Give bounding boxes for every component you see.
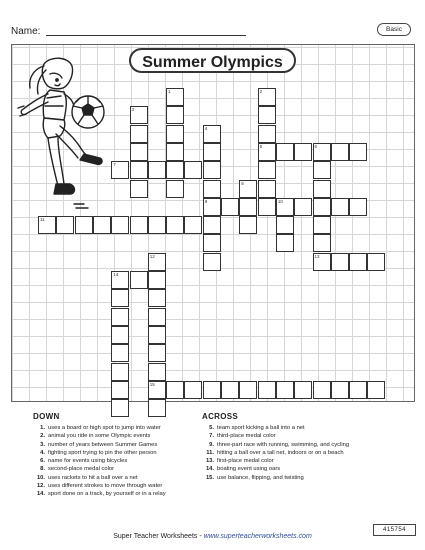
crossword-cell[interactable] bbox=[203, 216, 221, 234]
crossword-cell[interactable] bbox=[239, 180, 257, 198]
clue-item bbox=[33, 432, 166, 440]
crossword-cell[interactable] bbox=[313, 198, 331, 216]
clue-text: animal you ride in some Olympic events bbox=[48, 433, 151, 440]
crossword-cell[interactable] bbox=[294, 198, 312, 216]
cell-number: 13 bbox=[314, 253, 320, 259]
clue-item bbox=[33, 474, 166, 482]
down-clue-list bbox=[33, 424, 166, 499]
clue-number: 11. bbox=[206, 449, 214, 456]
down-clues-section bbox=[33, 412, 166, 499]
cell-number: 6 bbox=[314, 143, 318, 149]
clue-number: 8. bbox=[40, 466, 45, 473]
crossword-cell[interactable] bbox=[166, 161, 184, 179]
crossword-cell[interactable] bbox=[258, 381, 276, 399]
crossword-cell[interactable] bbox=[75, 216, 93, 234]
clue-item bbox=[33, 449, 166, 457]
crossword-cell[interactable] bbox=[258, 180, 276, 198]
crossword-cell[interactable] bbox=[148, 289, 166, 307]
cell-number: 4 bbox=[204, 125, 208, 131]
crossword-cell[interactable] bbox=[276, 198, 294, 216]
crossword-cell[interactable] bbox=[111, 344, 129, 362]
crossword-cell[interactable] bbox=[221, 198, 239, 216]
clue-number: 3. bbox=[40, 441, 45, 448]
cell-number: 10 bbox=[277, 198, 283, 204]
across-heading: ACROSS bbox=[202, 412, 239, 421]
crossword-cell[interactable] bbox=[258, 143, 276, 161]
clue-number: 10. bbox=[36, 474, 45, 481]
crossword-cell[interactable] bbox=[166, 216, 184, 234]
clue-item bbox=[202, 449, 349, 457]
clue-text: uses rackets to hit a ball over a net bbox=[48, 474, 138, 481]
clue-item bbox=[33, 424, 166, 432]
crossword-cell[interactable] bbox=[349, 253, 367, 271]
clue-item bbox=[202, 424, 349, 432]
crossword-cell[interactable] bbox=[111, 161, 129, 179]
crossword-cell[interactable] bbox=[184, 161, 202, 179]
crossword-cell[interactable] bbox=[148, 381, 166, 399]
crossword-cell[interactable] bbox=[203, 381, 221, 399]
cell-number: 12 bbox=[149, 253, 155, 259]
clue-text: uses a board or high spot to jump into water bbox=[48, 425, 161, 431]
cell-number: 14 bbox=[113, 272, 119, 277]
crossword-cell[interactable] bbox=[111, 216, 129, 234]
clue-text: sport done on a track, by yourself or in a relay bbox=[48, 491, 166, 498]
crossword-cell[interactable] bbox=[148, 344, 166, 362]
clue-item bbox=[33, 441, 166, 449]
crossword-cell[interactable] bbox=[166, 180, 184, 198]
crossword-cell[interactable] bbox=[367, 253, 385, 271]
crossword-cell[interactable] bbox=[111, 326, 129, 344]
cell-number: 11 bbox=[40, 217, 45, 223]
crossword-cell[interactable] bbox=[258, 198, 276, 216]
crossword-cell[interactable] bbox=[239, 216, 257, 234]
clue-text: hitting a ball over a tall net, indoors or on a beach bbox=[217, 449, 344, 456]
puzzle-title: Summer Olympics bbox=[129, 48, 296, 73]
cell-number: 2 bbox=[259, 89, 263, 94]
clue-number: 15. bbox=[205, 474, 214, 481]
crossword-cell[interactable] bbox=[313, 381, 331, 399]
clue-item bbox=[202, 441, 349, 449]
girl-kicking-soccer-ball-icon bbox=[14, 54, 114, 214]
clue-text: name for events using bicycles bbox=[48, 458, 128, 465]
crossword-cell[interactable] bbox=[38, 216, 56, 234]
crossword-cell[interactable] bbox=[166, 88, 184, 106]
crossword-cell[interactable] bbox=[331, 253, 349, 271]
clue-text: use balance, flipping, and twisting bbox=[217, 474, 304, 481]
crossword-cell[interactable] bbox=[111, 363, 129, 381]
clue-text: team sport kicking a ball into a net bbox=[217, 425, 305, 431]
clue-item bbox=[33, 457, 166, 465]
crossword-cell[interactable] bbox=[203, 198, 221, 216]
clue-number: 4. bbox=[40, 449, 45, 456]
crossword-cell[interactable] bbox=[258, 106, 276, 124]
crossword-cell[interactable] bbox=[130, 106, 148, 124]
cell-number: 7 bbox=[113, 162, 116, 168]
crossword-cell[interactable] bbox=[313, 143, 331, 161]
crossword-cell[interactable] bbox=[221, 381, 239, 399]
crossword-cell[interactable] bbox=[276, 234, 294, 252]
crossword-cell[interactable] bbox=[203, 180, 221, 198]
level-badge: Basic bbox=[377, 23, 411, 36]
clue-number: 1. bbox=[40, 425, 45, 431]
crossword-cell[interactable] bbox=[203, 234, 221, 252]
crossword-cell[interactable] bbox=[166, 381, 184, 399]
crossword-cell[interactable] bbox=[166, 143, 184, 161]
crossword-cell[interactable] bbox=[130, 125, 148, 143]
clue-item bbox=[202, 457, 349, 465]
clue-item bbox=[33, 490, 166, 498]
clue-text: boating event using oars bbox=[217, 466, 281, 473]
clue-item bbox=[33, 465, 166, 473]
crossword-cell[interactable] bbox=[130, 143, 148, 161]
footer-url[interactable]: www.superteacherworksheets.com bbox=[203, 533, 312, 540]
crossword-cell[interactable] bbox=[276, 143, 294, 161]
crossword-cell[interactable] bbox=[258, 125, 276, 143]
crossword-cell[interactable] bbox=[148, 363, 166, 381]
crossword-cell[interactable] bbox=[166, 125, 184, 143]
crossword-cell[interactable] bbox=[331, 143, 349, 161]
name-line bbox=[46, 35, 246, 36]
across-clues-section bbox=[202, 412, 349, 482]
down-heading: DOWN bbox=[33, 412, 60, 421]
crossword-cell[interactable] bbox=[294, 143, 312, 161]
crossword-cell[interactable] bbox=[148, 216, 166, 234]
crossword-cell[interactable] bbox=[313, 216, 331, 234]
clue-text: first-place medal color bbox=[217, 458, 274, 465]
crossword-cell[interactable] bbox=[148, 253, 166, 271]
crossword-cell[interactable] bbox=[111, 308, 129, 326]
clue-item bbox=[202, 465, 349, 473]
crossword-cell[interactable] bbox=[239, 381, 257, 399]
across-clue-list bbox=[202, 424, 349, 482]
crossword-cell[interactable] bbox=[130, 180, 148, 198]
crossword-cell[interactable] bbox=[367, 381, 385, 399]
crossword-cell[interactable] bbox=[313, 161, 331, 179]
clue-number: 12. bbox=[36, 483, 45, 490]
clue-text: fighting sport trying to pin the other person bbox=[48, 449, 157, 456]
clue-text: number of years between Summer Games bbox=[48, 441, 158, 448]
crossword-cell[interactable] bbox=[130, 216, 148, 234]
crossword-cell[interactable] bbox=[93, 216, 111, 234]
clue-text: three-part race with running, swimming, and cycling bbox=[217, 441, 350, 448]
crossword-cell[interactable] bbox=[239, 198, 257, 216]
crossword-cell[interactable] bbox=[349, 143, 367, 161]
footer-brand: Super Teacher Worksheets - bbox=[113, 533, 204, 540]
clue-number: 5. bbox=[209, 425, 214, 431]
clue-number: 9. bbox=[209, 441, 214, 448]
crossword-cell[interactable] bbox=[184, 216, 202, 234]
crossword-cell[interactable] bbox=[111, 271, 129, 289]
crossword-cell[interactable] bbox=[313, 253, 331, 271]
cell-number: 1 bbox=[168, 89, 171, 94]
crossword-cell[interactable] bbox=[203, 161, 221, 179]
crossword-cell[interactable] bbox=[258, 161, 276, 179]
cell-number: 9 bbox=[204, 198, 208, 204]
footer bbox=[0, 533, 425, 540]
crossword-cell[interactable] bbox=[111, 289, 129, 307]
crossword-cell[interactable] bbox=[331, 198, 349, 216]
crossword-cell[interactable] bbox=[294, 381, 312, 399]
crossword-cell[interactable] bbox=[203, 125, 221, 143]
crossword-cell[interactable] bbox=[166, 106, 184, 124]
crossword-cell[interactable] bbox=[349, 198, 367, 216]
crossword-cell[interactable] bbox=[313, 234, 331, 252]
crossword-cell[interactable] bbox=[203, 253, 221, 271]
crossword-cell[interactable] bbox=[148, 271, 166, 289]
crossword-cell[interactable] bbox=[276, 216, 294, 234]
clue-number: 7. bbox=[209, 433, 214, 440]
crossword-cell[interactable] bbox=[276, 381, 294, 399]
crossword-cell[interactable] bbox=[258, 88, 276, 106]
crossword-cell[interactable] bbox=[184, 381, 202, 399]
crossword-cell[interactable] bbox=[130, 161, 148, 179]
cell-number: 8 bbox=[241, 180, 244, 186]
worksheet-code: 415754 bbox=[373, 524, 416, 536]
crossword-cell[interactable] bbox=[56, 216, 74, 234]
clue-number: 13. bbox=[205, 458, 214, 465]
crossword-cell[interactable] bbox=[313, 180, 331, 198]
clue-item bbox=[33, 482, 166, 490]
crossword-cell[interactable] bbox=[331, 381, 349, 399]
clue-text: third-place medal color bbox=[217, 433, 276, 440]
clue-text: uses different strokes to move through water bbox=[48, 483, 163, 490]
clue-number: 2. bbox=[40, 433, 45, 440]
clue-number: 14. bbox=[36, 491, 45, 498]
clue-number: 6. bbox=[40, 458, 45, 465]
crossword-cell[interactable] bbox=[349, 381, 367, 399]
crossword-cell[interactable] bbox=[111, 381, 129, 399]
cell-number: 3 bbox=[131, 107, 135, 113]
crossword-cell[interactable] bbox=[203, 143, 221, 161]
clue-item bbox=[202, 474, 349, 482]
name-label: Name: bbox=[11, 26, 41, 37]
crossword-cell[interactable] bbox=[130, 271, 148, 289]
clue-item bbox=[202, 432, 349, 440]
cell-number: 15 bbox=[149, 381, 155, 387]
crossword-cell[interactable] bbox=[148, 308, 166, 326]
clue-text: second-place medal color bbox=[48, 466, 115, 473]
cell-number: 5 bbox=[259, 143, 263, 149]
crossword-cell[interactable] bbox=[148, 326, 166, 344]
clue-number: 14. bbox=[205, 466, 214, 473]
crossword-cell[interactable] bbox=[148, 161, 166, 179]
